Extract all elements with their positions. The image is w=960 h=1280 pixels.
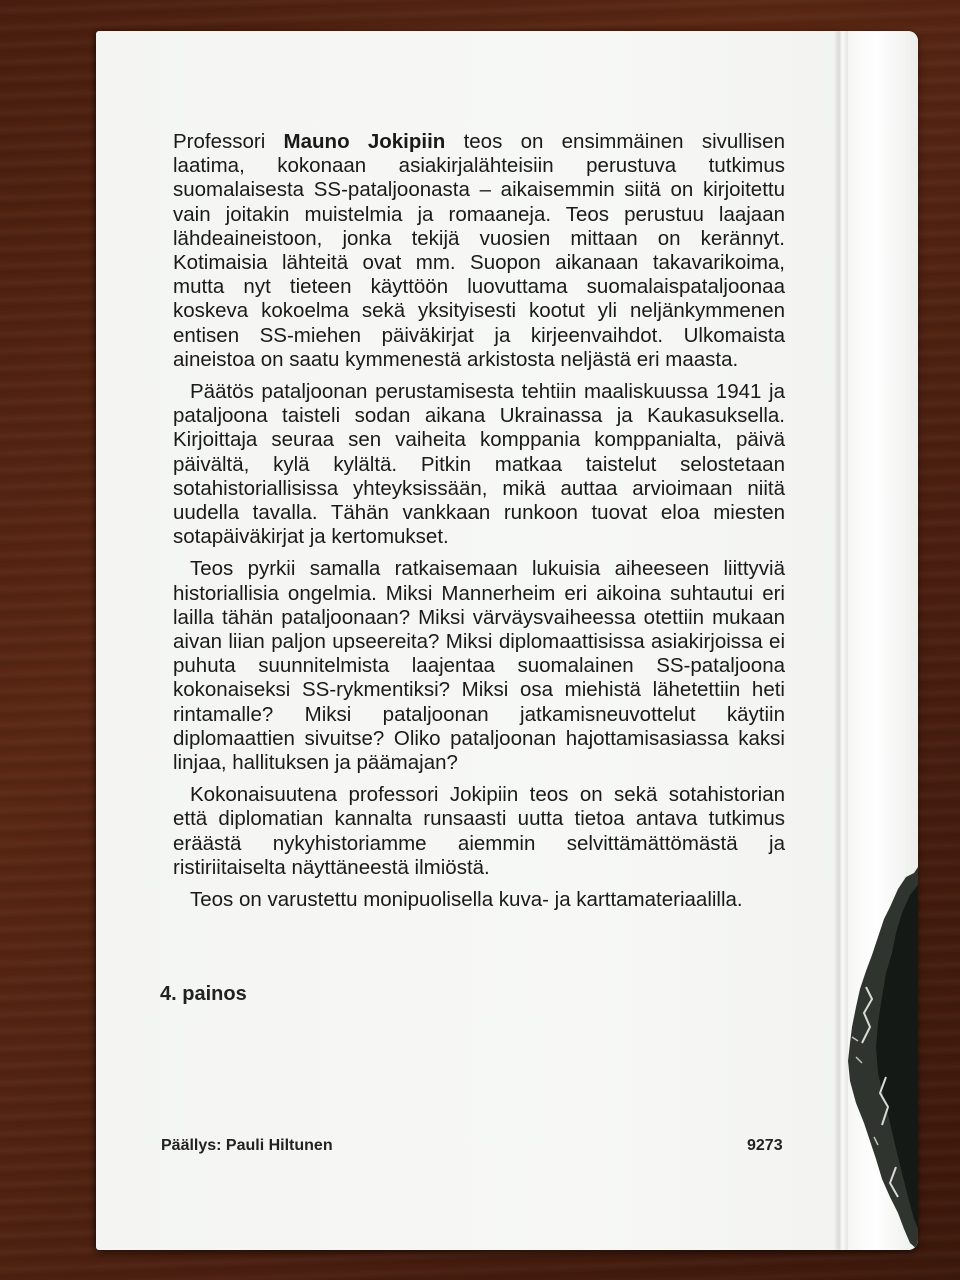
worn-cover-edge: [826, 867, 918, 1250]
edition-label: 4. painos: [160, 983, 247, 1005]
blurb-p1-text: teos on ensimmäinen sivullisen laatima, kokonaan asiakirjalähteisiin perustuva tutkimus suomalaisesta SS-pataljoonasta – aikaisemmin siitä on kirjoitettu vain joitakin muistelmia ja romaaneja. Teos perustuu laajaan lähdeaineistoon, jonka tekijä vuosien mittaan on kerännyt. Kotimaisia lähteitä ovat mm. Suopon aikanaan takavarikoima, mutta nyt tieteen käyttöön luovuttama suomalaispataljoonaa koskeva kokoelma sekä yksityisesti kootut yli neljänkymmenen entisen SS-miehen päiväkirjat ja kirjeenvaihdot. Ulkomaista aineistoa on saatu kymmenestä arkistosta neljästä eri maasta.: [173, 130, 785, 371]
blurb-paragraph-1: [173, 130, 785, 372]
blurb-paragraph-5: Teos on varustettu monipuolisella kuva- ja karttamateriaalilla.: [190, 888, 743, 912]
blurb-paragraph-4: Kokonaisuutena professori Jokipiin teos on sekä sotahistorian että diplomatian kannalta runsaasti uutta tietoa antava tutkimus eräästä nykyhistoriamme aiemmin selvittämättömästä ja ristiriitaiselta näyttäneestä ilmiöstä.: [173, 783, 785, 879]
cover-designer-credit: Päällys: Pauli Hiltunen: [161, 1137, 333, 1154]
blurb-paragraph-3: Teos pyrkii samalla ratkaisemaan lukuisia aiheeseen liittyviä historiallisia ongelmia. Miksi Mannerheim eri aikoina suhtautui eri lailla tähän pataljoonaan? Miksi värväysvaiheessa otettiin mukaan aivan liian paljon upseereita? Miksi diplomaattisissa asiakirjoissa ei puhuta suunnitelmista laajentaa suomalainen SS-pataljoona kokonaiseksi SS-rykmentiksi? Miksi osa miehistä lähetettiin heti rintamalle? Miksi pataljoonan jatkamisneuvottelut käytiin diplomaattien sivuitse? Oliko pataljoonan hajottamisasiassa kaksi linjaa, hallituksen ja päämajan?: [173, 557, 785, 775]
product-code: 9273: [747, 1137, 783, 1154]
blurb-p1-intro: Professori: [173, 130, 284, 153]
blurb-paragraph-2: Päätös pataljoonan perustamisesta tehtiin maaliskuussa 1941 ja pataljoona taisteli sodan aikana Ukrainassa ja Kaukasuksella. Kirjoittaja seuraa sen vaiheita komppania komppanialta, päivä päivältä, kylä kylältä. Pitkin matkaa taistelut selostetaan sotahistoriallisissa yhteyksissään, mikä auttaa arvioimaan niitä uudella tavalla. Tähän vankkaan runkoon tuovat eloa miesten sotapäiväkirjat ja kertomukset.: [173, 380, 785, 549]
author-name: Mauno Jokipiin: [283, 130, 446, 153]
back-cover-blurb: [173, 130, 785, 920]
book-back-cover: [96, 31, 918, 1250]
